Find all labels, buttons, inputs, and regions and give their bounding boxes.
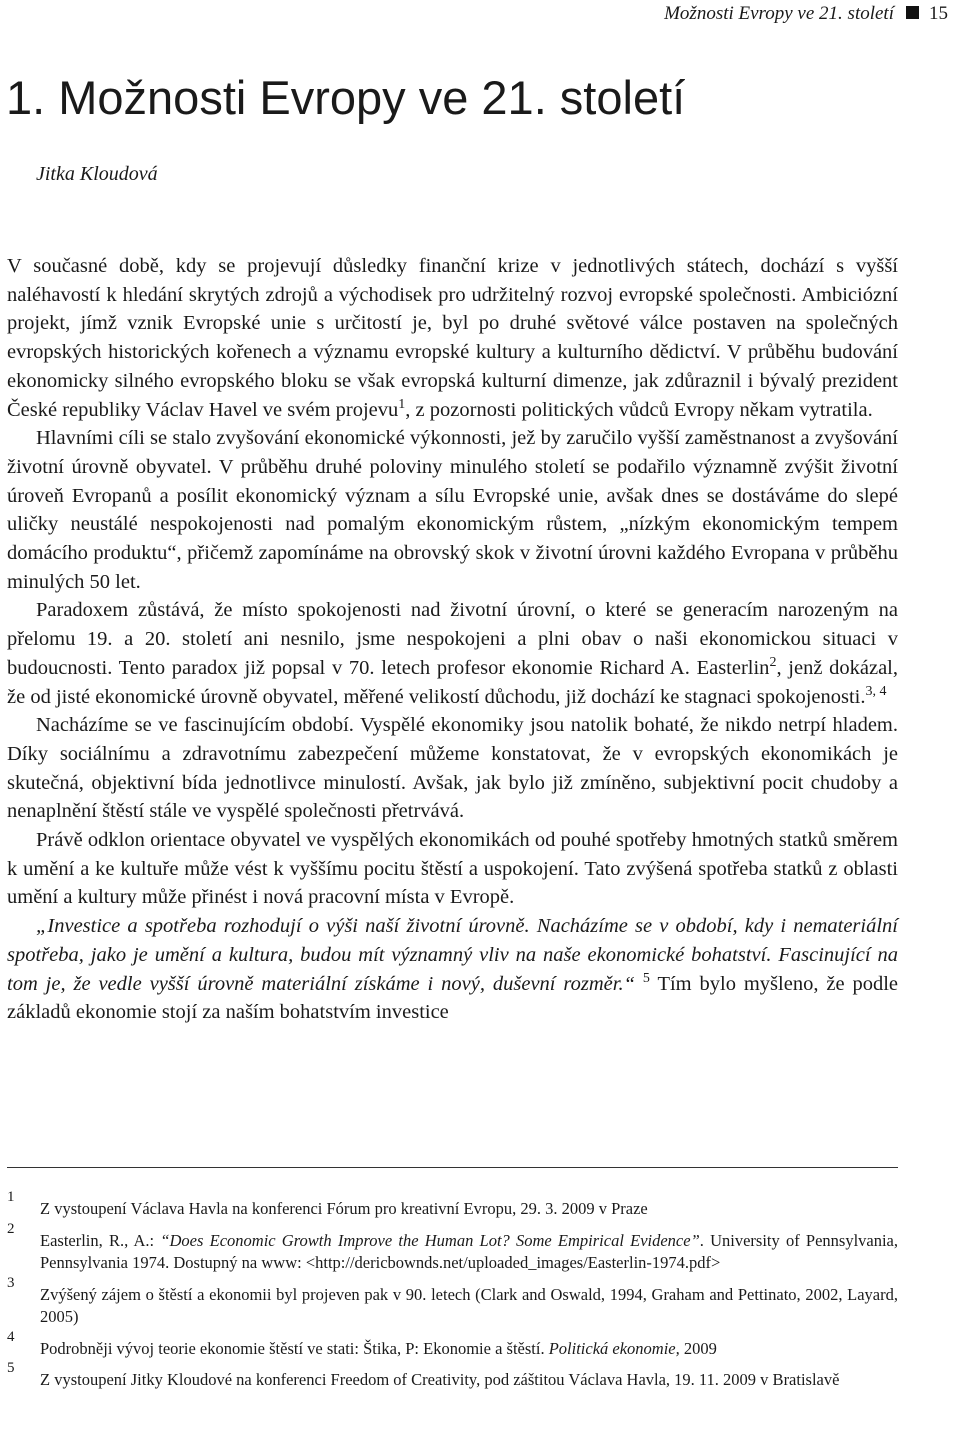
author-name: Jitka Kloudová [36,163,158,185]
footnote-text-end: . University of Pennsylvania, Pennsylvania 1974. Dostupný na www: <http://dericbownds.net/uploaded_images/Easterlin-1974.pdf> [40,1230,899,1272]
paragraph-4: Nacházíme se ve fascinujícím období. Vyspělé ekonomiky jsou natolik bohaté, že nikdo netrpí hladem. Díky sociálnímu a zdravotnímu zabezpečení můžeme konstatovat, že v evropských ekonomikách je skutečná, objektivní bída jednotlivce minulostí. Avšak, jak bylo již zmíněno, subjektivní pocit chudoby a nenaplnění štěstí stále ve vyspělé společnosti přetrvává. [7,714,898,823]
footnote-2 [7,1220,899,1275]
paragraph-1 [7,252,898,424]
footnote-ref-5: 5 [642,970,650,986]
paragraph-3 [7,596,898,711]
footnote-ref-1: 1 [398,396,406,412]
footnote-text: Z vystoupení Jitky Kloudové na konferenci Freedom of Creativity, pod záštitou Václava Havla, 19. 11. 2009 v Bratislavě [40,1370,840,1389]
running-head [664,2,948,26]
footnote-ref-2: 2 [769,654,777,670]
paragraph-3-text-end: , jenž dokázal, že od jisté ekonomické úrovně obyvatel, měřené velikostí důchodu, již dochází ke stagnaci spokojenosti. [7,656,898,708]
footnote-5 [7,1360,898,1392]
paragraph-6 [7,912,898,1027]
paragraph-6-text: Tím bylo myšleno, že podle základů ekonomie stojí za naším bohatstvím investice [7,972,898,1024]
footnote-divider [7,1167,898,1168]
footnote-text: Z vystoupení Václava Havla na konferenci Fórum pro kreativní Evropu, 29. 3. 2009 v Praze [40,1199,648,1218]
quotation: „Investice a spotřeba rozhodují o výši naší životní úrovně. Nacházíme se v období, kdy i nemateriální spotřeba, jako je umění a kultura, budou mít významný vliv na naše ekonomické bohatství. Fascinující na tom je, že vedle vyšší úrovně materiální získáme i nový, duševní rozměr.“ [7,915,898,995]
footnote-number: 4 [7,1328,15,1345]
footnote-ref-3-4: 3, 4 [865,683,887,699]
chapter-title: 1. Možnosti Evropy ve 21. století [6,71,686,124]
footnote-4 [7,1328,898,1361]
footnote-text: Zvýšený zájem o štěstí a ekonomii byl projeven pak v 90. letech (Clark and Oswald, 1994, Graham and Pettinato, 2002, Layard, 2005) [40,1284,898,1326]
footnote-number: 3 [7,1274,15,1291]
paragraph-1-text-end: , z pozornosti politických vůdců Evropy někam vytratila. [405,398,873,421]
footnote-1 [7,1189,898,1221]
square-bullet-icon [906,6,919,19]
footnote-number: 5 [7,1360,15,1376]
page-number: 15 [929,3,948,24]
footnote-journal-title: Politická ekonomie, [548,1338,680,1358]
footnote-text: Podrobněji vývoj teorie ekonomie štěstí ve stati: Štika, P: Ekonomie a štěstí. [40,1338,549,1358]
paragraph-2: Hlavními cíli se stalo zvyšování ekonomické výkonnosti, jež by zaručilo vyšší zaměstnanost a zvyšování životní úrovně obyvatel. V průběhu druhé poloviny minulého století se podařilo významně zvýšit životní úroveň Evropanů a posílit ekonomický význam a sílu Evropské unie, avšak dnes se dostáváme do slepé uličky neustálé nespokojenosti nad pomalým ekonomickým růstem, „nízkým ekonomickým tempem domácího produktu“, přičemž zapomínáme na obrovský skok v životní úrovni každého Evropana v průběhu minulých 50 let. [7,427,898,593]
footnote-text-end: 2009 [679,1338,717,1358]
footnote-text: Easterlin, R., A.: [40,1230,161,1250]
paragraph-5: Právě odklon orientace obyvatel ve vyspělých ekonomikách od pouhé spotřeby hmotných statků směrem k umění a ke kultuře může vést k vyššímu pocitu štěstí a uspokojení. Tato zvýšená spotřeba statků z oblasti umění a kultury může přinést i nová pracovní místa v Evropě. [7,829,898,909]
footnote-number: 1 [7,1189,15,1205]
running-title: Možnosti Evropy ve 21. století [664,3,894,24]
footnote-3 [7,1274,898,1329]
footnotes [7,1189,899,1401]
body-text [7,252,898,1027]
paragraph-3-text: Paradoxem zůstává, že místo spokojenosti nad životní úrovní, o které se generacím narozeným na přelomu 19. a 20. století ani nesnilo, jsme nespokojeni a plni obav o naši ekonomickou situaci v budoucnosti. Tento paradox již popsal v 70. letech profesor ekonomie Richard A. Easterlin [7,599,898,679]
footnote-number: 2 [7,1220,15,1237]
paragraph-1-text: V současné době, kdy se projevují důsledky finanční krize v jednotlivých státech, dochází s vyšší naléhavostí k hledání skrytých zdrojů a východisek pro udržitelný rozvoj evropské společnosti. Ambiciózní projekt, jímž vznik Evropské unie s určitostí je, byl po druhé světové válce postaven na společných evropských historických kořenech a významu evropské kultury a kulturního dědictví. V průběhu budování ekonomicky silného evropského bloku se však evropská kulturní dimenze, jak zdůraznil i bývalý prezident České republiky Václav Havel ve svém projevu [7,255,898,421]
footnote-citation-title: “Does Economic Growth Improve the Human Lot? Some Empirical Evidence” [160,1230,700,1250]
